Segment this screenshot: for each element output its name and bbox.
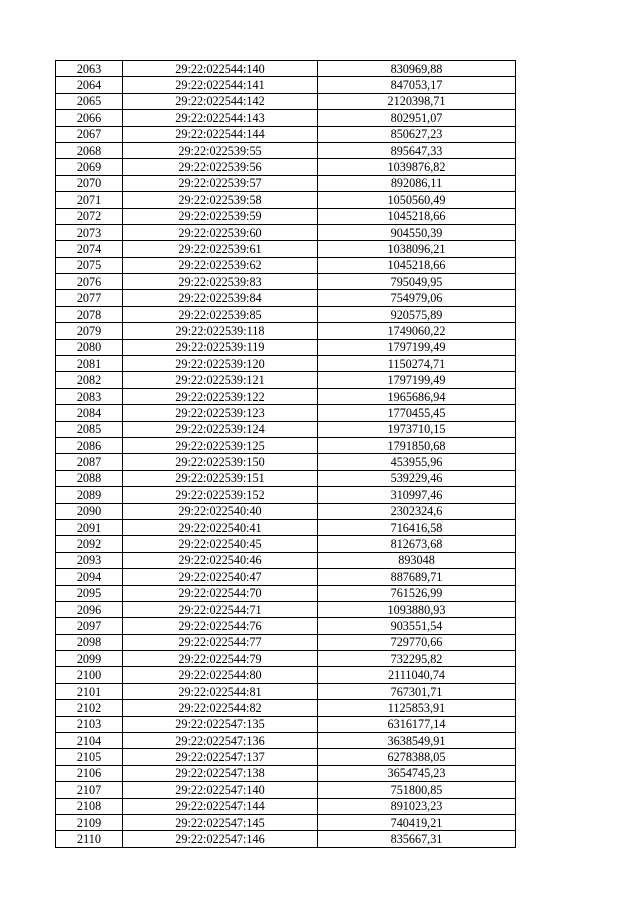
cadastral-value-cell: 732295,82 xyxy=(318,651,516,667)
cadastral-value-cell: 1050560,49 xyxy=(318,192,516,208)
row-number-cell: 2081 xyxy=(56,356,123,372)
cadastral-number-cell: 29:22:022539:56 xyxy=(123,159,318,175)
row-number-cell: 2090 xyxy=(56,503,123,519)
cadastral-number-cell: 29:22:022547:135 xyxy=(123,716,318,732)
row-number-cell: 2108 xyxy=(56,798,123,814)
table-row xyxy=(56,339,516,355)
table-row xyxy=(56,683,516,699)
table-row xyxy=(56,782,516,798)
cadastral-value-cell: 6278388,05 xyxy=(318,749,516,765)
cadastral-number-cell: 29:22:022539:84 xyxy=(123,290,318,306)
cadastral-value-cell: 740419,21 xyxy=(318,814,516,830)
cadastral-value-cell: 754979,06 xyxy=(318,290,516,306)
cadastral-number-cell: 29:22:022539:58 xyxy=(123,192,318,208)
table-row xyxy=(56,110,516,126)
row-number-cell: 2110 xyxy=(56,831,123,847)
row-number-cell: 2098 xyxy=(56,634,123,650)
cadastral-number-cell: 29:22:022544:141 xyxy=(123,77,318,93)
cadastral-number-cell: 29:22:022547:146 xyxy=(123,831,318,847)
table-row xyxy=(56,585,516,601)
cadastral-value-cell: 887689,71 xyxy=(318,569,516,585)
cadastral-number-cell: 29:22:022539:120 xyxy=(123,356,318,372)
cadastral-number-cell: 29:22:022544:70 xyxy=(123,585,318,601)
row-number-cell: 2078 xyxy=(56,306,123,322)
cadastral-number-cell: 29:22:022544:81 xyxy=(123,683,318,699)
cadastral-number-cell: 29:22:022539:125 xyxy=(123,437,318,453)
cadastral-number-cell: 29:22:022547:137 xyxy=(123,749,318,765)
cadastral-value-cell: 850627,23 xyxy=(318,126,516,142)
table-row xyxy=(56,733,516,749)
cadastral-number-cell: 29:22:022540:41 xyxy=(123,519,318,535)
table-row xyxy=(56,503,516,519)
row-number-cell: 2076 xyxy=(56,274,123,290)
cadastral-value-cell: 751800,85 xyxy=(318,782,516,798)
cadastral-value-cell: 1965686,94 xyxy=(318,388,516,404)
row-number-cell: 2106 xyxy=(56,765,123,781)
cadastral-number-cell: 29:22:022539:57 xyxy=(123,175,318,191)
row-number-cell: 2100 xyxy=(56,667,123,683)
table-row xyxy=(56,372,516,388)
cadastral-value-cell: 1770455,45 xyxy=(318,405,516,421)
row-number-cell: 2091 xyxy=(56,519,123,535)
cadastral-value-cell: 2120398,71 xyxy=(318,93,516,109)
row-number-cell: 2094 xyxy=(56,569,123,585)
cadastral-value-cell: 835667,31 xyxy=(318,831,516,847)
row-number-cell: 2099 xyxy=(56,651,123,667)
row-number-cell: 2104 xyxy=(56,733,123,749)
cadastral-number-cell: 29:22:022544:71 xyxy=(123,601,318,617)
cadastral-number-cell: 29:22:022547:140 xyxy=(123,782,318,798)
row-number-cell: 2072 xyxy=(56,208,123,224)
table-row xyxy=(56,798,516,814)
cadastral-value-cell: 1039876,82 xyxy=(318,159,516,175)
table-row xyxy=(56,716,516,732)
cadastral-value-cell: 1797199,49 xyxy=(318,372,516,388)
cadastral-number-cell: 29:22:022539:62 xyxy=(123,257,318,273)
cadastral-value-cell: 1150274,71 xyxy=(318,356,516,372)
table-row xyxy=(56,601,516,617)
table-row xyxy=(56,126,516,142)
row-number-cell: 2105 xyxy=(56,749,123,765)
table-row xyxy=(56,93,516,109)
row-number-cell: 2089 xyxy=(56,487,123,503)
cadastral-number-cell: 29:22:022547:145 xyxy=(123,814,318,830)
cadastral-number-cell: 29:22:022539:122 xyxy=(123,388,318,404)
cadastral-value-cell: 893048 xyxy=(318,552,516,568)
cadastral-value-cell: 795049,95 xyxy=(318,274,516,290)
cadastral-number-cell: 29:22:022544:77 xyxy=(123,634,318,650)
table-row xyxy=(56,749,516,765)
table-row xyxy=(56,142,516,158)
row-number-cell: 2080 xyxy=(56,339,123,355)
table-row xyxy=(56,224,516,240)
cadastral-value-cell: 1125853,91 xyxy=(318,700,516,716)
cadastral-value-cell: 892086,11 xyxy=(318,175,516,191)
row-number-cell: 2064 xyxy=(56,77,123,93)
row-number-cell: 2084 xyxy=(56,405,123,421)
table-row xyxy=(56,323,516,339)
table-row xyxy=(56,306,516,322)
row-number-cell: 2096 xyxy=(56,601,123,617)
cadastral-value-cell: 729770,66 xyxy=(318,634,516,650)
cadastral-value-cell: 903551,54 xyxy=(318,618,516,634)
row-number-cell: 2092 xyxy=(56,536,123,552)
table-row xyxy=(56,257,516,273)
cadastral-value-cell: 904550,39 xyxy=(318,224,516,240)
cadastral-value-cell: 891023,23 xyxy=(318,798,516,814)
row-number-cell: 2063 xyxy=(56,61,123,77)
table-row xyxy=(56,487,516,503)
row-number-cell: 2088 xyxy=(56,470,123,486)
table-row xyxy=(56,552,516,568)
table-row xyxy=(56,356,516,372)
table-row xyxy=(56,519,516,535)
table-row xyxy=(56,175,516,191)
cadastral-value-cell: 3654745,23 xyxy=(318,765,516,781)
table-row xyxy=(56,634,516,650)
table-row xyxy=(56,388,516,404)
cadastral-value-cell: 1093880,93 xyxy=(318,601,516,617)
table-row xyxy=(56,437,516,453)
cadastral-number-cell: 29:22:022539:151 xyxy=(123,470,318,486)
cadastral-number-cell: 29:22:022539:118 xyxy=(123,323,318,339)
row-number-cell: 2079 xyxy=(56,323,123,339)
cadastral-value-cell: 812673,68 xyxy=(318,536,516,552)
table-row xyxy=(56,77,516,93)
cadastral-number-cell: 29:22:022539:55 xyxy=(123,142,318,158)
cadastral-number-cell: 29:22:022539:83 xyxy=(123,274,318,290)
cadastral-value-cell: 830969,88 xyxy=(318,61,516,77)
row-number-cell: 2073 xyxy=(56,224,123,240)
cadastral-value-cell: 1797199,49 xyxy=(318,339,516,355)
cadastral-value-cell: 453955,96 xyxy=(318,454,516,470)
table-row xyxy=(56,814,516,830)
cadastral-number-cell: 29:22:022540:47 xyxy=(123,569,318,585)
row-number-cell: 2068 xyxy=(56,142,123,158)
cadastral-value-table xyxy=(55,60,516,848)
row-number-cell: 2101 xyxy=(56,683,123,699)
cadastral-number-cell: 29:22:022544:143 xyxy=(123,110,318,126)
table-row xyxy=(56,569,516,585)
cadastral-value-cell: 2302324,6 xyxy=(318,503,516,519)
table-row xyxy=(56,831,516,847)
row-number-cell: 2069 xyxy=(56,159,123,175)
row-number-cell: 2093 xyxy=(56,552,123,568)
cadastral-number-cell: 29:22:022544:144 xyxy=(123,126,318,142)
table-row xyxy=(56,618,516,634)
cadastral-number-cell: 29:22:022539:124 xyxy=(123,421,318,437)
cadastral-number-cell: 29:22:022540:40 xyxy=(123,503,318,519)
cadastral-number-cell: 29:22:022539:123 xyxy=(123,405,318,421)
row-number-cell: 2065 xyxy=(56,93,123,109)
cadastral-value-cell: 761526,99 xyxy=(318,585,516,601)
cadastral-value-cell: 539229,46 xyxy=(318,470,516,486)
cadastral-value-cell: 767301,71 xyxy=(318,683,516,699)
row-number-cell: 2074 xyxy=(56,241,123,257)
cadastral-value-cell: 310997,46 xyxy=(318,487,516,503)
row-number-cell: 2109 xyxy=(56,814,123,830)
cadastral-number-cell: 29:22:022547:144 xyxy=(123,798,318,814)
table-row xyxy=(56,667,516,683)
cadastral-value-cell: 1749060,22 xyxy=(318,323,516,339)
cadastral-value-cell: 802951,07 xyxy=(318,110,516,126)
cadastral-value-cell: 716416,58 xyxy=(318,519,516,535)
row-number-cell: 2102 xyxy=(56,700,123,716)
cadastral-number-cell: 29:22:022539:61 xyxy=(123,241,318,257)
cadastral-value-cell: 2111040,74 xyxy=(318,667,516,683)
table-row xyxy=(56,241,516,257)
table-row xyxy=(56,192,516,208)
cadastral-number-cell: 29:22:022544:142 xyxy=(123,93,318,109)
table-row xyxy=(56,159,516,175)
cadastral-value-cell: 1791850,68 xyxy=(318,437,516,453)
row-number-cell: 2067 xyxy=(56,126,123,142)
cadastral-number-cell: 29:22:022544:140 xyxy=(123,61,318,77)
row-number-cell: 2075 xyxy=(56,257,123,273)
cadastral-value-cell: 895647,33 xyxy=(318,142,516,158)
cadastral-number-cell: 29:22:022540:45 xyxy=(123,536,318,552)
table-row xyxy=(56,470,516,486)
cadastral-number-cell: 29:22:022547:138 xyxy=(123,765,318,781)
table-row xyxy=(56,208,516,224)
cadastral-number-cell: 29:22:022544:76 xyxy=(123,618,318,634)
cadastral-number-cell: 29:22:022540:46 xyxy=(123,552,318,568)
cadastral-number-cell: 29:22:022539:121 xyxy=(123,372,318,388)
row-number-cell: 2077 xyxy=(56,290,123,306)
table-row xyxy=(56,274,516,290)
row-number-cell: 2070 xyxy=(56,175,123,191)
cadastral-number-cell: 29:22:022544:79 xyxy=(123,651,318,667)
table-row xyxy=(56,405,516,421)
cadastral-number-cell: 29:22:022547:136 xyxy=(123,733,318,749)
table-row xyxy=(56,454,516,470)
row-number-cell: 2107 xyxy=(56,782,123,798)
cadastral-value-cell: 1045218,66 xyxy=(318,257,516,273)
row-number-cell: 2083 xyxy=(56,388,123,404)
row-number-cell: 2066 xyxy=(56,110,123,126)
cadastral-value-cell: 1045218,66 xyxy=(318,208,516,224)
cadastral-number-cell: 29:22:022539:152 xyxy=(123,487,318,503)
cadastral-value-cell: 920575,89 xyxy=(318,306,516,322)
table-row xyxy=(56,536,516,552)
cadastral-number-cell: 29:22:022539:85 xyxy=(123,306,318,322)
cadastral-value-cell: 1973710,15 xyxy=(318,421,516,437)
row-number-cell: 2103 xyxy=(56,716,123,732)
cadastral-number-cell: 29:22:022544:80 xyxy=(123,667,318,683)
cadastral-number-cell: 29:22:022539:59 xyxy=(123,208,318,224)
cadastral-value-cell: 1038096,21 xyxy=(318,241,516,257)
row-number-cell: 2095 xyxy=(56,585,123,601)
cadastral-value-cell: 847053,17 xyxy=(318,77,516,93)
cadastral-value-cell: 6316177,14 xyxy=(318,716,516,732)
cadastral-number-cell: 29:22:022539:119 xyxy=(123,339,318,355)
cadastral-number-cell: 29:22:022539:60 xyxy=(123,224,318,240)
cadastral-value-cell: 3638549,91 xyxy=(318,733,516,749)
table-row xyxy=(56,765,516,781)
row-number-cell: 2082 xyxy=(56,372,123,388)
table-row xyxy=(56,421,516,437)
cadastral-number-cell: 29:22:022544:82 xyxy=(123,700,318,716)
row-number-cell: 2086 xyxy=(56,437,123,453)
cadastral-number-cell: 29:22:022539:150 xyxy=(123,454,318,470)
row-number-cell: 2097 xyxy=(56,618,123,634)
row-number-cell: 2087 xyxy=(56,454,123,470)
table-row xyxy=(56,651,516,667)
row-number-cell: 2085 xyxy=(56,421,123,437)
table-row xyxy=(56,290,516,306)
table-row xyxy=(56,61,516,77)
table-body xyxy=(56,61,516,848)
row-number-cell: 2071 xyxy=(56,192,123,208)
table-row xyxy=(56,700,516,716)
